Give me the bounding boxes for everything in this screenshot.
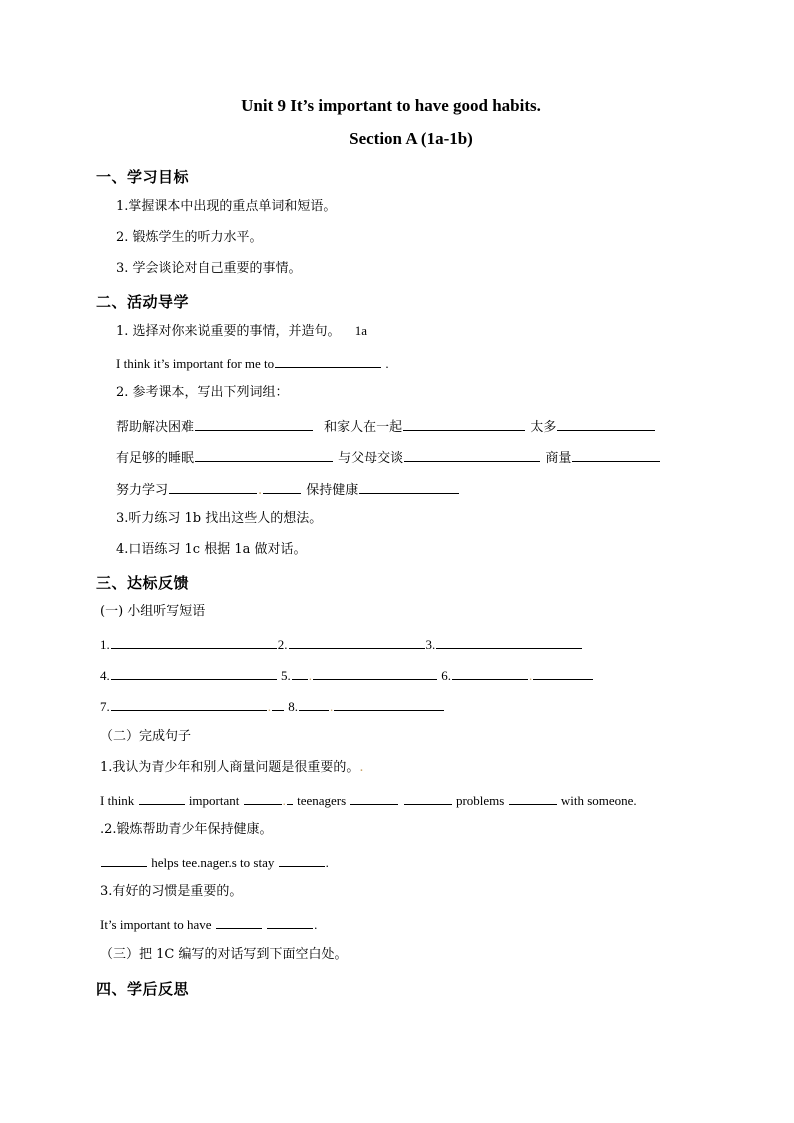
answer-blank[interactable] — [244, 790, 282, 805]
phrase-row-3: 努力学习 . 保持健康 — [116, 479, 460, 500]
answer-blank[interactable] — [436, 634, 582, 649]
phrase-label: 商量 — [545, 451, 572, 466]
activity-q2: 2. 参考课本，写出下列词组： — [116, 385, 289, 400]
goal-item-1: 1.掌握课本中出现的重点单词和短语。 — [116, 199, 337, 214]
section-3-heading: 三、达标反馈 — [96, 574, 190, 592]
sentence-1-english: I think important . teenagers problems with someone. — [100, 790, 637, 810]
answer-blank[interactable] — [359, 479, 459, 494]
section-1-heading: 一、学习目标 — [96, 168, 190, 186]
section-2-heading: 二、活动导学 — [96, 293, 190, 311]
answer-blank[interactable] — [139, 790, 185, 805]
activity-q1-text: 1. 选择对你来说重要的事情，并造句。 — [116, 324, 341, 339]
phrase-label: 太多 — [530, 420, 557, 435]
activity-q1 — [116, 322, 367, 341]
section-4-heading: 四、学后反思 — [96, 980, 190, 998]
part-2-label: （二）完成句子 — [100, 729, 192, 744]
item-number: 7. — [100, 699, 110, 714]
part-3-label: （三）把 1C 编写的对话写到下面空白处。 — [100, 947, 348, 962]
dictation-row-2: 4. 5. . 6. . — [100, 665, 594, 685]
part-1-label: (一) 小组听写短语 — [100, 604, 206, 619]
activity-q3: 3.听力练习 1b 找出这些人的想法。 — [116, 511, 323, 526]
item-number: 6. — [441, 668, 451, 683]
item-number: 3. — [425, 637, 436, 652]
answer-blank[interactable] — [403, 416, 525, 431]
answer-blank[interactable] — [111, 665, 277, 680]
answer-blank[interactable] — [533, 665, 593, 680]
answer-blank[interactable] — [275, 353, 381, 368]
sentence-word: important — [188, 793, 240, 808]
answer-blank[interactable] — [272, 696, 284, 711]
answer-blank[interactable] — [111, 634, 277, 649]
sentence-2-chinese: .2.锻炼帮助青少年保持健康。 — [100, 822, 273, 837]
answer-blank[interactable] — [299, 696, 329, 711]
sentence-word: helps tee.nager.s to stay — [151, 855, 275, 870]
phrase-label: 帮助解决困难 — [116, 420, 195, 435]
answer-blank[interactable] — [101, 852, 147, 867]
phrase-label: 与父母交谈 — [338, 451, 404, 466]
answer-blank[interactable] — [557, 416, 655, 431]
answer-blank[interactable] — [267, 914, 313, 929]
answer-blank[interactable] — [292, 665, 308, 680]
sentence-word: with someone. — [560, 793, 637, 808]
item-number: 8. — [288, 699, 298, 714]
page-title: Unit 9 It’s important to have good habits. — [241, 96, 541, 115]
page-subtitle: Section A (1a-1b) — [349, 129, 473, 148]
activity-q1-sentence — [116, 353, 389, 373]
answer-blank[interactable] — [263, 479, 301, 494]
answer-blank[interactable] — [572, 447, 660, 462]
answer-blank[interactable] — [216, 914, 262, 929]
answer-blank[interactable] — [195, 447, 333, 462]
sentence-word: . — [325, 855, 329, 870]
sentence-2-english — [100, 852, 329, 872]
phrase-label: 保持健康 — [306, 483, 359, 498]
activity-q1-tag: 1a — [354, 323, 367, 338]
sentence-word: teenagers — [297, 793, 347, 808]
answer-blank[interactable] — [313, 665, 437, 680]
answer-blank[interactable] — [404, 447, 540, 462]
sentence-word: It’s important to have — [100, 917, 212, 932]
sentence-3-chinese: 3.有好的习惯是重要的。 — [100, 884, 243, 899]
sentence-end: . — [385, 356, 389, 371]
phrase-row-2 — [116, 447, 661, 468]
dictation-row-1 — [100, 634, 583, 654]
answer-blank[interactable] — [350, 790, 398, 805]
goal-item-2: 2. 锻炼学生的听力水平。 — [116, 230, 263, 245]
sentence-3-english — [100, 914, 317, 934]
phrase-label: 有足够的睡眠 — [116, 451, 195, 466]
sentence-word: . — [314, 917, 318, 932]
answer-blank[interactable] — [111, 696, 267, 711]
dictation-row-3: 7. . 8. . — [100, 696, 445, 716]
answer-blank[interactable] — [452, 665, 528, 680]
sentence-text: 1.我认为青少年和别人商量问题是很重要的。 — [100, 760, 360, 775]
phrase-label: 努力学习 — [116, 483, 169, 498]
answer-blank[interactable] — [279, 852, 325, 867]
answer-blank[interactable] — [169, 479, 257, 494]
goal-item-3: 3. 学会谈论对自己重要的事情。 — [116, 261, 302, 276]
phrase-label: 和家人在一起 — [324, 420, 403, 435]
item-number: 4. — [100, 668, 110, 683]
phrase-row-1 — [116, 416, 656, 437]
sentence-1-chinese: 1.我认为青少年和别人商量问题是很重要的。. — [100, 760, 364, 775]
item-number: 5. — [281, 668, 291, 683]
answer-blank[interactable] — [334, 696, 444, 711]
item-number: 1. — [100, 637, 110, 652]
sentence-word: I think — [100, 793, 135, 808]
answer-blank[interactable] — [289, 634, 425, 649]
sentence-text: I think it’s important for me to — [116, 356, 275, 371]
sentence-word: problems — [455, 793, 505, 808]
answer-blank[interactable] — [195, 416, 313, 431]
item-number: 2. — [277, 637, 288, 652]
answer-blank[interactable] — [287, 790, 293, 805]
answer-blank[interactable] — [509, 790, 557, 805]
answer-blank[interactable] — [404, 790, 452, 805]
activity-q4: 4.口语练习 1c 根据 1a 做对话。 — [116, 542, 307, 557]
